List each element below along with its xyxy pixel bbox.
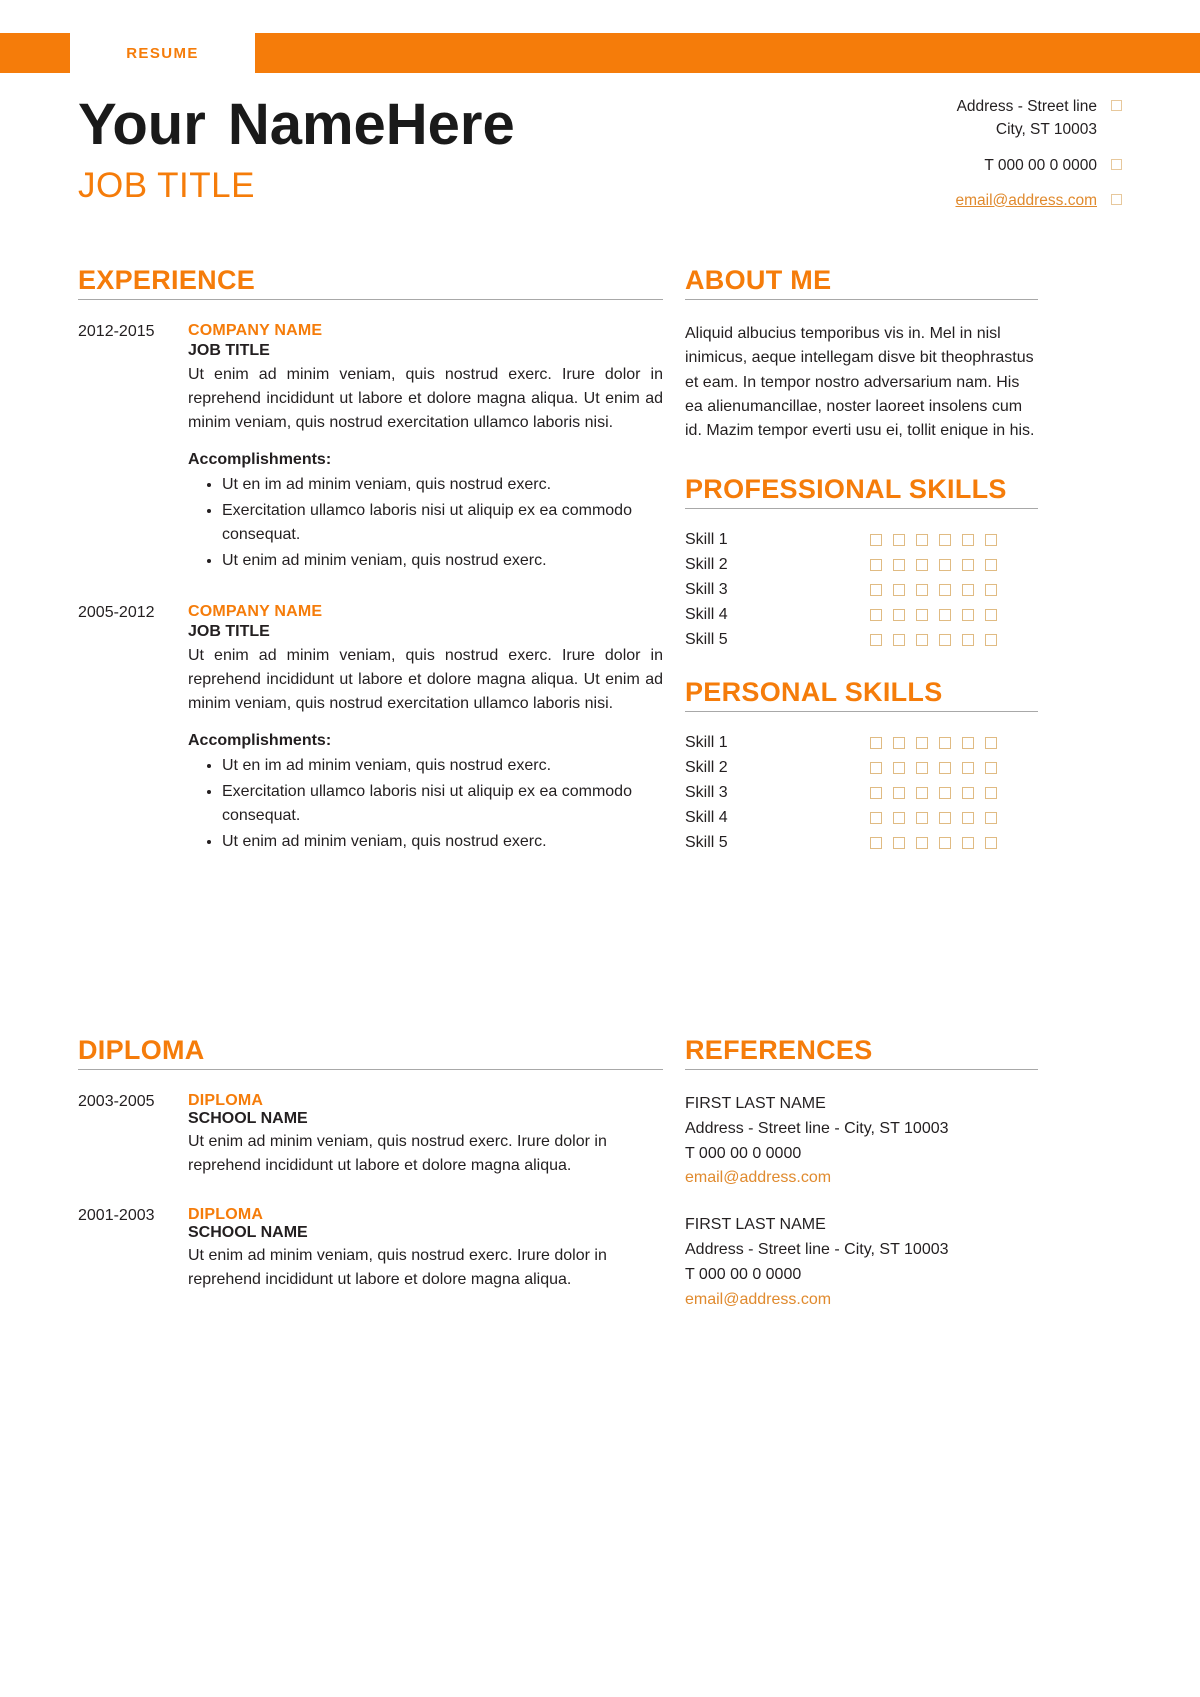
skill-label: Skill 5 xyxy=(685,833,728,851)
resume-header xyxy=(78,92,1122,209)
diploma-title: DIPLOMA xyxy=(78,1035,663,1070)
contact-address-line2: City, ST 10003 xyxy=(995,121,1097,139)
rating-box xyxy=(893,837,905,849)
right-column xyxy=(685,265,1038,880)
rating-box xyxy=(870,737,882,749)
rating-box xyxy=(916,737,928,749)
rating-box xyxy=(870,762,882,774)
skill-rating xyxy=(870,837,997,849)
professional-skills-title: PROFESSIONAL SKILLS xyxy=(685,474,1038,509)
reference-address: Address - Street line - City, ST 10003 xyxy=(685,1119,949,1137)
rating-box xyxy=(916,812,928,824)
school-name: SCHOOL NAME xyxy=(188,1224,308,1241)
reference-email[interactable]: email@address.com xyxy=(685,1169,832,1187)
rating-box xyxy=(962,737,974,749)
rating-box xyxy=(893,762,905,774)
rating-box xyxy=(893,559,905,571)
rating-box xyxy=(985,812,997,824)
rating-box xyxy=(893,634,905,646)
diploma-years: 2001-2003 xyxy=(78,1207,155,1224)
rating-box xyxy=(870,787,882,799)
list-item xyxy=(685,809,1038,827)
list-item: • Exercitation ullamco laboris nisi ut aliquip ex ea commodo consequat. xyxy=(222,780,663,828)
rating-box xyxy=(939,787,951,799)
skill-label: Skill 3 xyxy=(685,580,728,598)
rating-box xyxy=(870,584,882,596)
rating-box xyxy=(962,584,974,596)
contact-phone-row xyxy=(892,154,1122,177)
diploma-description: Ut enim ad minim veniam, quis nostrud exerc. Irure dolor in reprehend incididunt ut labore et dolore magna aliqua. xyxy=(188,1247,607,1288)
list-item xyxy=(685,759,1038,777)
accomplishments-label: Accomplishments: xyxy=(188,732,332,749)
skill-label: Skill 1 xyxy=(685,530,728,548)
personal-skills-title: PERSONAL SKILLS xyxy=(685,677,1038,712)
location-icon xyxy=(1111,100,1122,111)
rating-box xyxy=(870,559,882,571)
rating-box xyxy=(939,762,951,774)
experience-body xyxy=(188,322,663,575)
skill-rating xyxy=(870,559,997,571)
skill-label: Skill 3 xyxy=(685,783,728,801)
rating-box xyxy=(985,584,997,596)
skill-label: Skill 1 xyxy=(685,733,728,751)
rating-box xyxy=(893,584,905,596)
skill-label: Skill 2 xyxy=(685,555,728,573)
rating-box xyxy=(870,634,882,646)
list-item xyxy=(685,531,1038,549)
job-description: Ut enim ad minim veniam, quis nostrud exerc. Irure dolor in reprehend incididunt ut labore et dolore magna aliqua. Ut enim ad minim veniam, quis nostrud exercitation ullamco laboris nisi. xyxy=(188,366,663,431)
rating-box xyxy=(893,534,905,546)
job-description: Ut enim ad minim veniam, quis nostrud exerc. Irure dolor in reprehend incididunt ut labore et dolore magna aliqua. Ut enim ad minim veniam, quis nostrud exercitation ullamco laboris nisi. xyxy=(188,647,663,712)
banner-left-block xyxy=(0,33,70,73)
list-item xyxy=(685,734,1038,752)
skill-rating xyxy=(870,634,997,646)
rating-box xyxy=(916,584,928,596)
diploma-description: Ut enim ad minim veniam, quis nostrud exerc. Irure dolor in reprehend incididunt ut labore et dolore magna aliqua. xyxy=(188,1133,607,1174)
rating-box xyxy=(962,609,974,621)
references-section xyxy=(685,1035,1038,1334)
skill-label: Skill 5 xyxy=(685,630,728,648)
rating-box xyxy=(916,762,928,774)
list-item: • Ut en im ad minim veniam, quis nostrud exerc. xyxy=(222,754,663,778)
rating-box xyxy=(939,837,951,849)
banner-label: RESUME xyxy=(70,33,255,73)
company-name: COMPANY NAME xyxy=(188,603,323,620)
rating-box xyxy=(962,837,974,849)
experience-body xyxy=(188,603,663,856)
list-item xyxy=(685,631,1038,649)
contact-email[interactable]: email@address.com xyxy=(955,191,1097,209)
list-item xyxy=(685,606,1038,624)
rating-box xyxy=(962,534,974,546)
rating-box xyxy=(939,812,951,824)
school-name: SCHOOL NAME xyxy=(188,1110,308,1127)
rating-box xyxy=(939,634,951,646)
diploma-section xyxy=(78,1035,663,1320)
rating-box xyxy=(939,534,951,546)
rating-box xyxy=(985,762,997,774)
top-banner xyxy=(0,33,1200,73)
contact-address xyxy=(957,95,1097,142)
rating-box xyxy=(893,737,905,749)
first-name: Your xyxy=(78,92,206,157)
rating-box xyxy=(985,609,997,621)
rating-box xyxy=(893,812,905,824)
skill-rating xyxy=(870,584,997,596)
rating-box xyxy=(962,559,974,571)
rating-box xyxy=(985,534,997,546)
experience-entry xyxy=(78,322,663,575)
rating-box xyxy=(870,609,882,621)
header-job-title: JOB TITLE xyxy=(78,165,255,205)
contact-address-line1: Address - Street line xyxy=(956,98,1097,115)
list-item xyxy=(685,834,1038,852)
skill-label: Skill 4 xyxy=(685,605,728,623)
job-title: JOB TITLE xyxy=(188,623,270,640)
rating-box xyxy=(962,762,974,774)
list-item xyxy=(685,784,1038,802)
skill-label: Skill 2 xyxy=(685,758,728,776)
diploma-years: 2003-2005 xyxy=(78,1093,155,1110)
rating-box xyxy=(939,584,951,596)
job-title: JOB TITLE xyxy=(188,342,270,359)
rating-box xyxy=(870,812,882,824)
list-item: • Ut enim ad minim veniam, quis nostrud exerc. xyxy=(222,830,663,854)
diploma-entry xyxy=(78,1206,663,1292)
rating-box xyxy=(916,787,928,799)
reference-phone: T 000 00 0 0000 xyxy=(685,1144,802,1162)
rating-box xyxy=(939,737,951,749)
accomplishments-list xyxy=(188,473,663,573)
skill-label: Skill 4 xyxy=(685,808,728,826)
experience-years: 2005-2012 xyxy=(78,604,155,621)
rating-box xyxy=(962,634,974,646)
accomplishments-label: Accomplishments: xyxy=(188,451,332,468)
personal-skills-list xyxy=(685,734,1038,852)
rating-box xyxy=(916,534,928,546)
list-item: • Exercitation ullamco laboris nisi ut aliquip ex ea commodo consequat. xyxy=(222,499,663,547)
rating-box xyxy=(893,609,905,621)
contact-block xyxy=(892,95,1122,224)
professional-skills-list xyxy=(685,531,1038,649)
rating-box xyxy=(939,559,951,571)
reference-name: FIRST LAST NAME xyxy=(685,1216,826,1234)
reference-address: Address - Street line - City, ST 10003 xyxy=(685,1240,949,1258)
phone-icon xyxy=(1111,159,1122,170)
reference-email[interactable]: email@address.com xyxy=(685,1290,832,1308)
skill-rating xyxy=(870,609,997,621)
list-item xyxy=(685,556,1038,574)
rating-box xyxy=(985,634,997,646)
diploma-body xyxy=(188,1092,663,1178)
experience-entry xyxy=(78,603,663,856)
rating-box xyxy=(939,609,951,621)
about-title: ABOUT ME xyxy=(685,265,1038,300)
rating-box xyxy=(962,787,974,799)
rating-box xyxy=(985,787,997,799)
about-text: Aliquid albucius temporibus vis in. Mel in nisl inimicus, aeque intellegam disve bit theophrastus et eam. In tempor nostro adversarium nam. His ea alienumancillae, noster laoreet insolens cum id. Mazim tempor everti usu ei, tollit enique in his. xyxy=(685,325,1035,440)
rating-box xyxy=(870,837,882,849)
skill-rating xyxy=(870,762,997,774)
rating-box xyxy=(962,812,974,824)
diploma-entry xyxy=(78,1092,663,1178)
accomplishments-list xyxy=(188,754,663,854)
rating-box xyxy=(985,737,997,749)
contact-email-row[interactable] xyxy=(892,189,1122,212)
experience-section xyxy=(78,265,663,884)
rating-box xyxy=(916,837,928,849)
skill-rating xyxy=(870,812,997,824)
list-item xyxy=(685,581,1038,599)
rating-box xyxy=(916,609,928,621)
diploma-label: DIPLOMA xyxy=(188,1092,264,1109)
skill-rating xyxy=(870,534,997,546)
skill-rating xyxy=(870,737,997,749)
diploma-body xyxy=(188,1206,663,1292)
reference-name: FIRST LAST NAME xyxy=(685,1095,826,1112)
diploma-label: DIPLOMA xyxy=(188,1206,264,1223)
experience-years: 2012-2015 xyxy=(78,323,155,340)
references-title: REFERENCES xyxy=(685,1035,1038,1070)
rating-box xyxy=(916,634,928,646)
contact-address-row xyxy=(892,95,1122,142)
experience-title: EXPERIENCE xyxy=(78,265,663,300)
rating-box xyxy=(893,787,905,799)
envelope-icon xyxy=(1111,194,1122,205)
rating-box xyxy=(916,559,928,571)
reference-phone: T 000 00 0 0000 xyxy=(685,1265,802,1283)
list-item: • Ut en im ad minim veniam, quis nostrud exerc. xyxy=(222,473,663,497)
reference-entry xyxy=(685,1213,1038,1312)
banner-right-block xyxy=(255,33,1200,73)
rating-box xyxy=(985,559,997,571)
last-name: NameHere xyxy=(227,92,515,157)
reference-entry xyxy=(685,1092,1038,1191)
contact-phone: T 000 00 0 0000 xyxy=(984,156,1097,174)
skill-rating xyxy=(870,787,997,799)
rating-box xyxy=(870,534,882,546)
list-item: • Ut enim ad minim veniam, quis nostrud exerc. xyxy=(222,549,663,573)
rating-box xyxy=(985,837,997,849)
company-name: COMPANY NAME xyxy=(188,322,323,339)
